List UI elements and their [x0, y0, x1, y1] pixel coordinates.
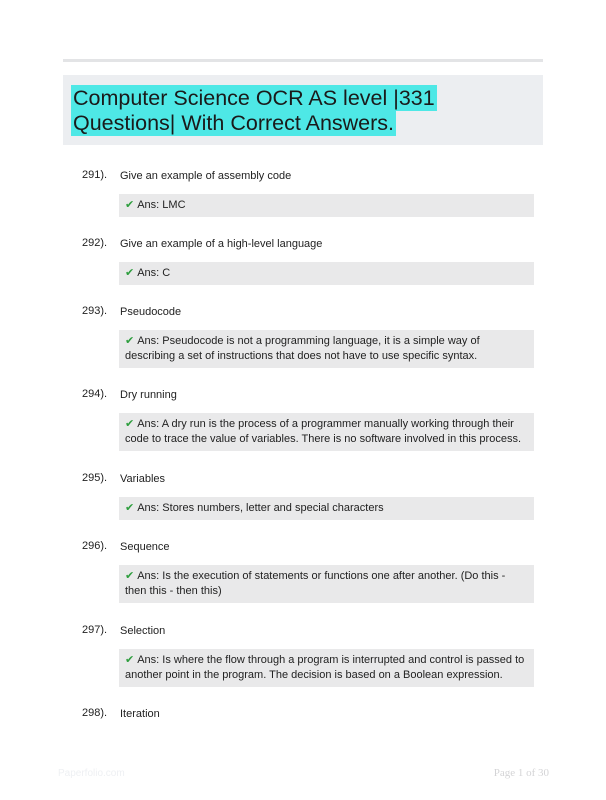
answer-box	[119, 565, 534, 603]
check-icon: ✔	[125, 267, 135, 279]
answer-box	[119, 262, 534, 285]
answer-text: C	[162, 267, 171, 279]
answer-prefix: Ans:	[137, 335, 163, 347]
page-number: Page 1 of 30	[493, 767, 549, 779]
title-banner	[63, 75, 543, 145]
question-number: 291).	[82, 169, 108, 181]
answer-box	[119, 194, 534, 217]
answer-prefix: Ans:	[137, 267, 163, 279]
answer-prefix: Ans:	[137, 654, 163, 666]
question-number: 298).	[82, 707, 108, 719]
question-text: Pseudocode	[120, 306, 182, 318]
question-number: 296).	[82, 540, 108, 552]
answer-prefix: Ans:	[137, 199, 163, 211]
question-text: Give an example of a high-level language	[120, 238, 323, 250]
check-icon: ✔	[125, 654, 135, 666]
answer-prefix: Ans:	[137, 570, 163, 582]
question-number: 295).	[82, 472, 108, 484]
check-icon: ✔	[125, 335, 135, 347]
check-icon: ✔	[125, 502, 135, 514]
question-text: Give an example of assembly code	[120, 170, 292, 182]
question-number: 292).	[82, 237, 108, 249]
top-divider	[63, 59, 543, 62]
answer-text: Is where the flow through a program is interrupted and control is passed to another point in the program. The decision is based on a Boolean expression.	[125, 654, 525, 681]
question-text: Sequence	[120, 541, 170, 553]
answer-box	[119, 413, 534, 451]
answer-prefix: Ans:	[137, 418, 162, 430]
answer-box	[119, 649, 534, 687]
answer-prefix: Ans:	[137, 502, 163, 514]
check-icon: ✔	[125, 570, 135, 582]
question-text: Selection	[120, 625, 166, 637]
answer-text: A dry run is the process of a programmer manually working through their code to trace the value of variables. There is no software involved in this process.	[125, 418, 522, 445]
answer-text: Stores numbers, letter and special characters	[162, 502, 384, 514]
answer-text: Is the execution of statements or functions one after another. (Do this - then this - then this)	[125, 570, 506, 597]
check-icon: ✔	[125, 199, 135, 211]
question-number: 294).	[82, 388, 108, 400]
answer-text: LMC	[162, 199, 186, 211]
question-text: Variables	[120, 473, 166, 485]
answer-box	[119, 330, 534, 368]
question-number: 293).	[82, 305, 108, 317]
footer-watermark: Paperfolio.com	[58, 768, 125, 779]
check-icon: ✔	[125, 418, 135, 430]
document-title: Computer Science OCR AS level |331 Questions| With Correct Answers.	[73, 86, 435, 135]
answer-text: Pseudocode is not a programming language, it is a simple way of describing a set of instructions that does not have to use specific syntax.	[125, 335, 480, 362]
question-number: 297).	[82, 624, 108, 636]
question-text: Dry running	[120, 389, 177, 401]
answer-box	[119, 497, 534, 520]
question-text: Iteration	[120, 708, 160, 720]
